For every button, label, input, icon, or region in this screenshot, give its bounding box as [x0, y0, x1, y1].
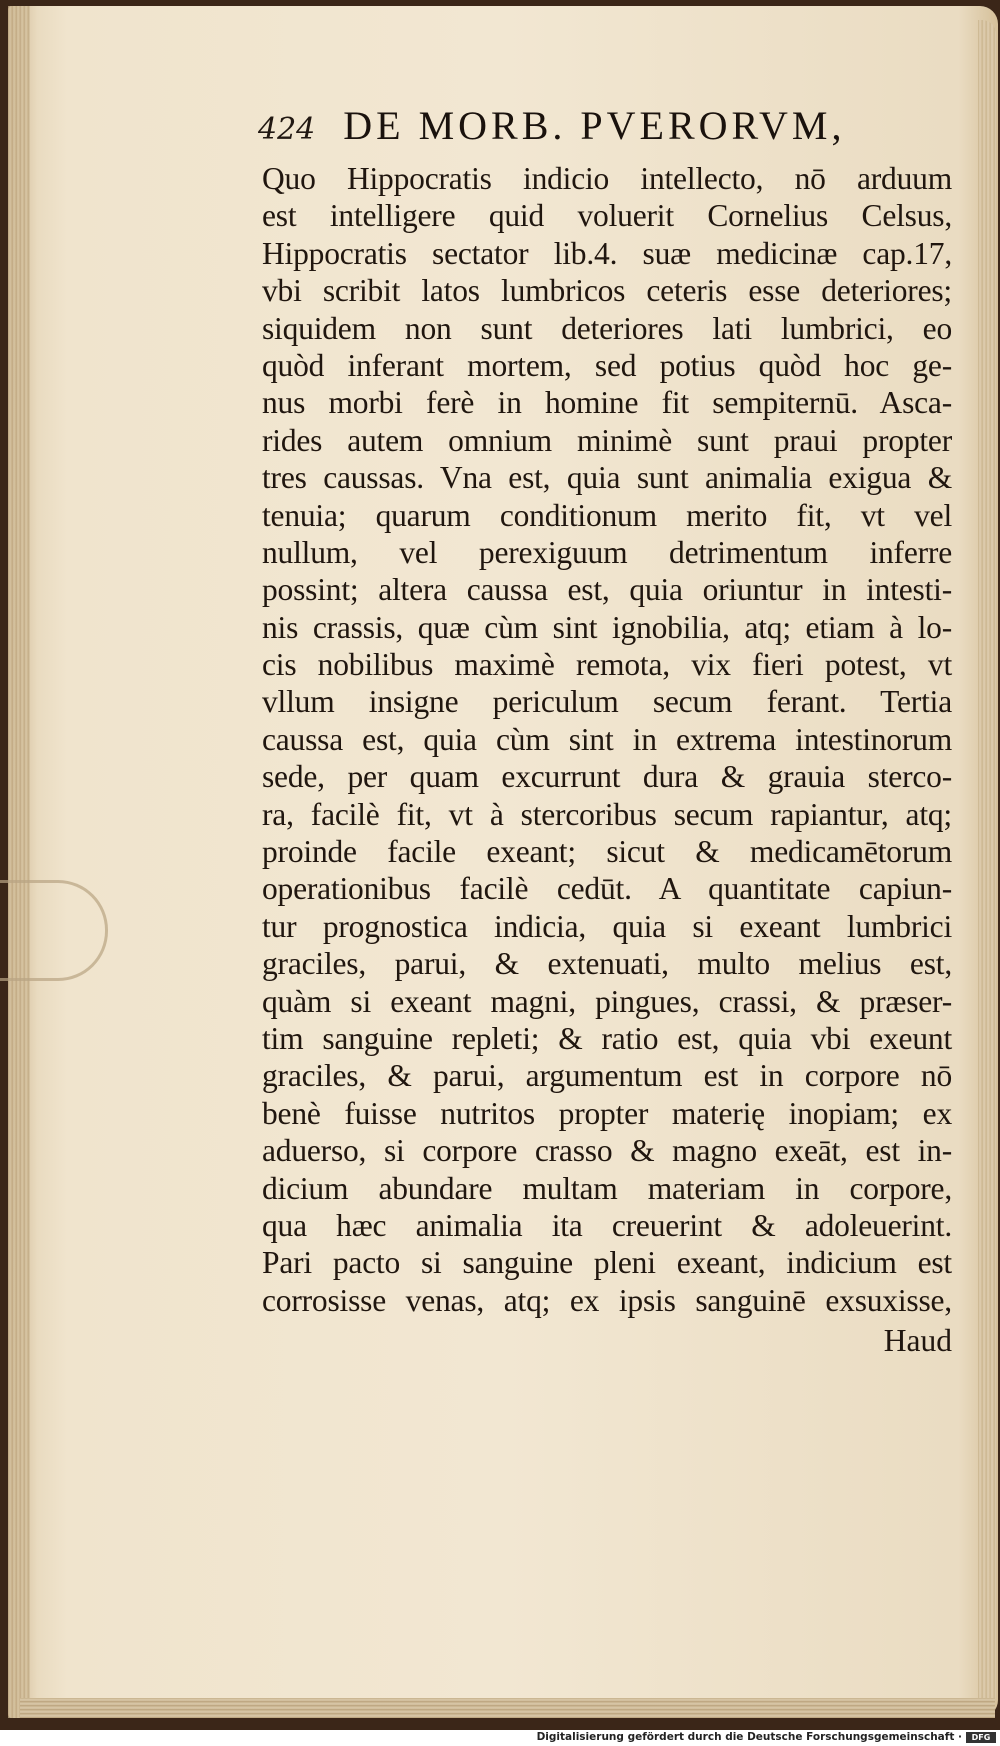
text-line: tur prognostica indicia, quia si exeant lumbrici: [262, 908, 952, 944]
text-line: tim sanguine repleti; & ratio est, quia vbi exeunt: [262, 1020, 952, 1056]
text-block: [258, 102, 952, 1361]
page-number: 424: [258, 112, 316, 147]
text-line: graciles, parui, & extenuati, multo melius est,: [262, 946, 952, 982]
page-edge-right: [978, 20, 996, 1710]
running-head: [258, 102, 952, 160]
catchword: Haud: [883, 1323, 952, 1359]
text-line: siquidem non sunt deteriores lati lumbrici, eo: [262, 310, 952, 346]
text-line: graciles, & parui, argumentum est in corpore nō: [262, 1058, 952, 1094]
dfg-logo: DFG: [966, 1732, 996, 1743]
page-edge-left: [8, 6, 30, 1718]
text-line: benè fuisse nutritos propter materię inopiam; ex: [262, 1095, 952, 1131]
text-line: caussa est, quia cùm sint in extrema intestinorum: [262, 721, 952, 757]
text-line: vllum insigne periculum secum ferant. Tertia: [262, 684, 952, 720]
body-text: [262, 160, 952, 1319]
text-line: Quo Hippocratis indicio intellecto, nō arduum: [262, 161, 952, 196]
text-line: aduerso, si corpore crasso & magno exeāt, est in-: [262, 1133, 952, 1169]
text-line: proinde facile exeant; sicut & medicamētorum: [262, 834, 952, 870]
text-line: tenuia; quarum conditionum merito fit, vt vel: [262, 497, 952, 533]
text-line: qua hæc animalia ita creuerint & adoleuerint.: [262, 1207, 952, 1243]
text-line: corrosisse venas, atq; ex ipsis sanguinē exsuxisse,: [262, 1282, 952, 1318]
text-line: cis nobilibus maximè remota, vix fieri potest, vt: [262, 647, 952, 683]
running-title: DE MORB. PVERORVM,: [343, 103, 846, 148]
text-line: possint; altera caussa est, quia oriuntur in intesti-: [262, 572, 952, 608]
page-clip: [0, 880, 108, 981]
text-line: operationibus facilè cedūt. A quantitate capiun-: [262, 871, 952, 907]
text-line: dicium abundare multam materiam in corpore,: [262, 1170, 952, 1206]
page-edge-bottom: [20, 1698, 995, 1718]
text-line: rides autem omnium minimè sunt praui propter: [262, 422, 952, 458]
text-line: tres caussas. Vna est, quia sunt animalia exigua &: [262, 460, 952, 496]
text-line: est intelligere quid voluerit Cornelius Celsus,: [262, 198, 952, 234]
text-line: vbi scribit latos lumbricos ceteris esse deteriores;: [262, 273, 952, 309]
text-line: nullum, vel perexiguum detrimentum inferre: [262, 534, 952, 570]
text-line: Hippocratis sectator lib.4. suæ medicinæ cap.17,: [262, 235, 952, 271]
footer-credit: Digitalisierung gefördert durch die Deutsche Forschungsgemeinschaft ·: [536, 1731, 962, 1743]
text-line: nus morbi ferè in homine fit sempiternū. Asca-: [262, 385, 952, 421]
text-line: Pari pacto si sanguine pleni exeant, indicium est: [262, 1245, 952, 1281]
text-line: sede, per quam excurrunt dura & grauia sterco-: [262, 759, 952, 795]
text-line: nis crassis, quæ cùm sint ignobilia, atq; etiam à lo-: [262, 609, 952, 645]
text-line: ra, facilè fit, vt à stercoribus secum rapiantur, atq;: [262, 796, 952, 832]
text-line: quòd inferant mortem, sed potius quòd hoc ge-: [262, 347, 952, 383]
text-line: quàm si exeant magni, pingues, crassi, & præser-: [262, 983, 952, 1019]
